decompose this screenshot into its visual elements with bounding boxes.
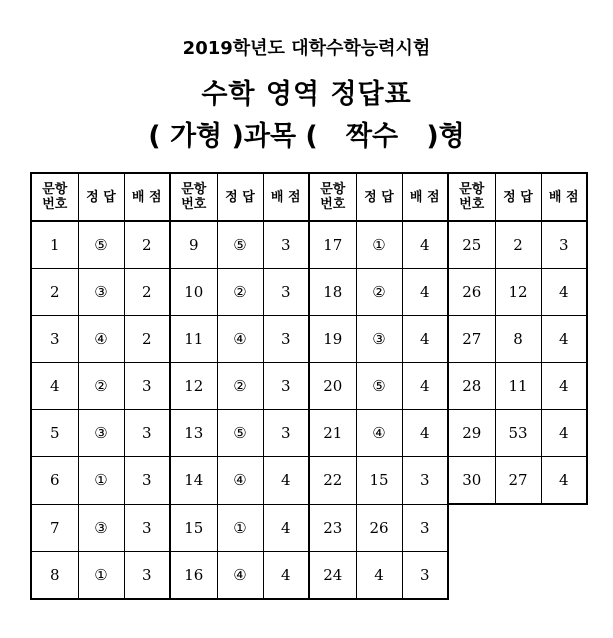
points-cell: 2: [124, 221, 170, 269]
column-header-label: 배 점: [548, 189, 579, 205]
points-cell: 4: [541, 457, 587, 505]
answer-cell: ①: [356, 221, 402, 269]
points-cell: 3: [263, 316, 309, 363]
answer-cell: 15: [356, 457, 402, 505]
answer-cell: ②: [78, 363, 124, 410]
column-header-answer: [217, 173, 263, 221]
answer-cell: 12: [495, 269, 541, 316]
answer-key-table: [30, 172, 588, 600]
points-cell: 4: [263, 504, 309, 551]
empty-cell: [448, 551, 495, 599]
empty-cell: [495, 551, 541, 599]
question-number-cell: 23: [309, 504, 356, 551]
points-cell: 3: [402, 504, 448, 551]
empty-cell: [541, 504, 587, 551]
question-number-cell: 16: [170, 551, 217, 599]
points-cell: 3: [124, 457, 170, 505]
question-number-cell: 17: [309, 221, 356, 269]
answer-cell: ②: [217, 363, 263, 410]
question-number-cell: 1: [31, 221, 78, 269]
table-row: [31, 457, 587, 505]
table-body: [31, 221, 587, 599]
table-row: [31, 221, 587, 269]
question-number-cell: 3: [31, 316, 78, 363]
table-row: [31, 551, 587, 599]
points-cell: 4: [263, 551, 309, 599]
table-row: [31, 504, 587, 551]
question-number-cell: 7: [31, 504, 78, 551]
question-number-cell: 25: [448, 221, 495, 269]
column-header-answer: [495, 173, 541, 221]
column-header-label: 문항 번호: [320, 182, 346, 212]
column-header-answer: [78, 173, 124, 221]
question-number-cell: 29: [448, 410, 495, 457]
points-cell: 4: [402, 269, 448, 316]
page-title: 수학 영역 정답표: [201, 79, 412, 110]
question-number-cell: 12: [170, 363, 217, 410]
points-cell: 4: [402, 221, 448, 269]
column-header-label: 배 점: [270, 189, 301, 205]
question-number-cell: 6: [31, 457, 78, 505]
question-number-cell: 20: [309, 363, 356, 410]
question-number-cell: 8: [31, 551, 78, 599]
empty-cell: [495, 504, 541, 551]
question-number-cell: 18: [309, 269, 356, 316]
column-header-label: 문항 번호: [181, 182, 207, 212]
question-number-cell: 30: [448, 457, 495, 505]
answer-cell: ①: [78, 551, 124, 599]
points-cell: 2: [124, 269, 170, 316]
column-header-points: [541, 173, 587, 221]
answer-cell: ①: [78, 457, 124, 505]
question-number-cell: 13: [170, 410, 217, 457]
points-cell: 3: [402, 551, 448, 599]
answer-cell: ①: [217, 504, 263, 551]
answer-cell: ④: [217, 457, 263, 505]
points-cell: 3: [124, 504, 170, 551]
column-header-label: 정 답: [364, 189, 394, 205]
answer-cell: 2: [495, 221, 541, 269]
empty-cell: [448, 504, 495, 551]
answer-cell: 26: [356, 504, 402, 551]
points-cell: 3: [124, 363, 170, 410]
table-row: [31, 363, 587, 410]
question-number-cell: 28: [448, 363, 495, 410]
column-header-label: 정 답: [86, 189, 116, 205]
column-header-label: 정 답: [225, 189, 255, 205]
exam-title: 2019학년도 대학수학능력시험: [182, 38, 431, 59]
answer-cell: ④: [78, 316, 124, 363]
points-cell: 3: [402, 457, 448, 505]
question-number-cell: 26: [448, 269, 495, 316]
column-header-number: [170, 173, 217, 221]
table-header-row: [31, 173, 587, 221]
points-cell: 4: [541, 316, 587, 363]
question-number-cell: 15: [170, 504, 217, 551]
answer-cell: ⑤: [217, 410, 263, 457]
column-header-label: 문항 번호: [42, 182, 68, 212]
points-cell: 4: [263, 457, 309, 505]
answer-cell: 53: [495, 410, 541, 457]
answer-cell: ⑤: [356, 363, 402, 410]
question-number-cell: 21: [309, 410, 356, 457]
answer-cell: ③: [78, 269, 124, 316]
table-row: [31, 269, 587, 316]
question-number-cell: 4: [31, 363, 78, 410]
question-number-cell: 5: [31, 410, 78, 457]
answer-cell: ⑤: [217, 221, 263, 269]
points-cell: 3: [263, 269, 309, 316]
points-cell: 3: [263, 363, 309, 410]
answer-cell: ②: [356, 269, 402, 316]
question-number-cell: 9: [170, 221, 217, 269]
points-cell: 4: [402, 363, 448, 410]
question-number-cell: 10: [170, 269, 217, 316]
points-cell: 4: [402, 316, 448, 363]
table-row: [31, 316, 587, 363]
column-header-label: 문항 번호: [459, 182, 485, 212]
answer-cell: 27: [495, 457, 541, 505]
points-cell: 3: [541, 221, 587, 269]
answer-cell: ③: [78, 410, 124, 457]
table-row: [31, 410, 587, 457]
question-number-cell: 27: [448, 316, 495, 363]
answer-cell: ③: [78, 504, 124, 551]
column-header-label: 배 점: [131, 189, 162, 205]
column-header-answer: [356, 173, 402, 221]
points-cell: 3: [263, 221, 309, 269]
points-cell: 3: [124, 410, 170, 457]
answer-cell: ②: [217, 269, 263, 316]
column-header-points: [263, 173, 309, 221]
points-cell: 4: [541, 363, 587, 410]
question-number-cell: 11: [170, 316, 217, 363]
question-number-cell: 2: [31, 269, 78, 316]
points-cell: 4: [541, 410, 587, 457]
column-header-label: 배 점: [409, 189, 440, 205]
points-cell: 3: [124, 551, 170, 599]
answer-cell: 8: [495, 316, 541, 363]
column-header-points: [124, 173, 170, 221]
question-number-cell: 24: [309, 551, 356, 599]
question-number-cell: 14: [170, 457, 217, 505]
points-cell: 4: [402, 410, 448, 457]
answer-cell: ④: [217, 316, 263, 363]
answer-cell: ③: [356, 316, 402, 363]
column-header-label: 정 답: [503, 189, 533, 205]
column-header-number: [31, 173, 78, 221]
column-header-number: [448, 173, 495, 221]
answer-cell: ⑤: [78, 221, 124, 269]
points-cell: 2: [124, 316, 170, 363]
answer-cell: 11: [495, 363, 541, 410]
answer-cell: 4: [356, 551, 402, 599]
points-cell: 4: [541, 269, 587, 316]
answer-cell: ④: [356, 410, 402, 457]
question-number-cell: 22: [309, 457, 356, 505]
subject-type-line: ( 가형 )과목 ( 짝수 )형: [148, 121, 465, 152]
column-header-number: [309, 173, 356, 221]
question-number-cell: 19: [309, 316, 356, 363]
points-cell: 3: [263, 410, 309, 457]
empty-cell: [541, 551, 587, 599]
answer-cell: ④: [217, 551, 263, 599]
column-header-points: [402, 173, 448, 221]
